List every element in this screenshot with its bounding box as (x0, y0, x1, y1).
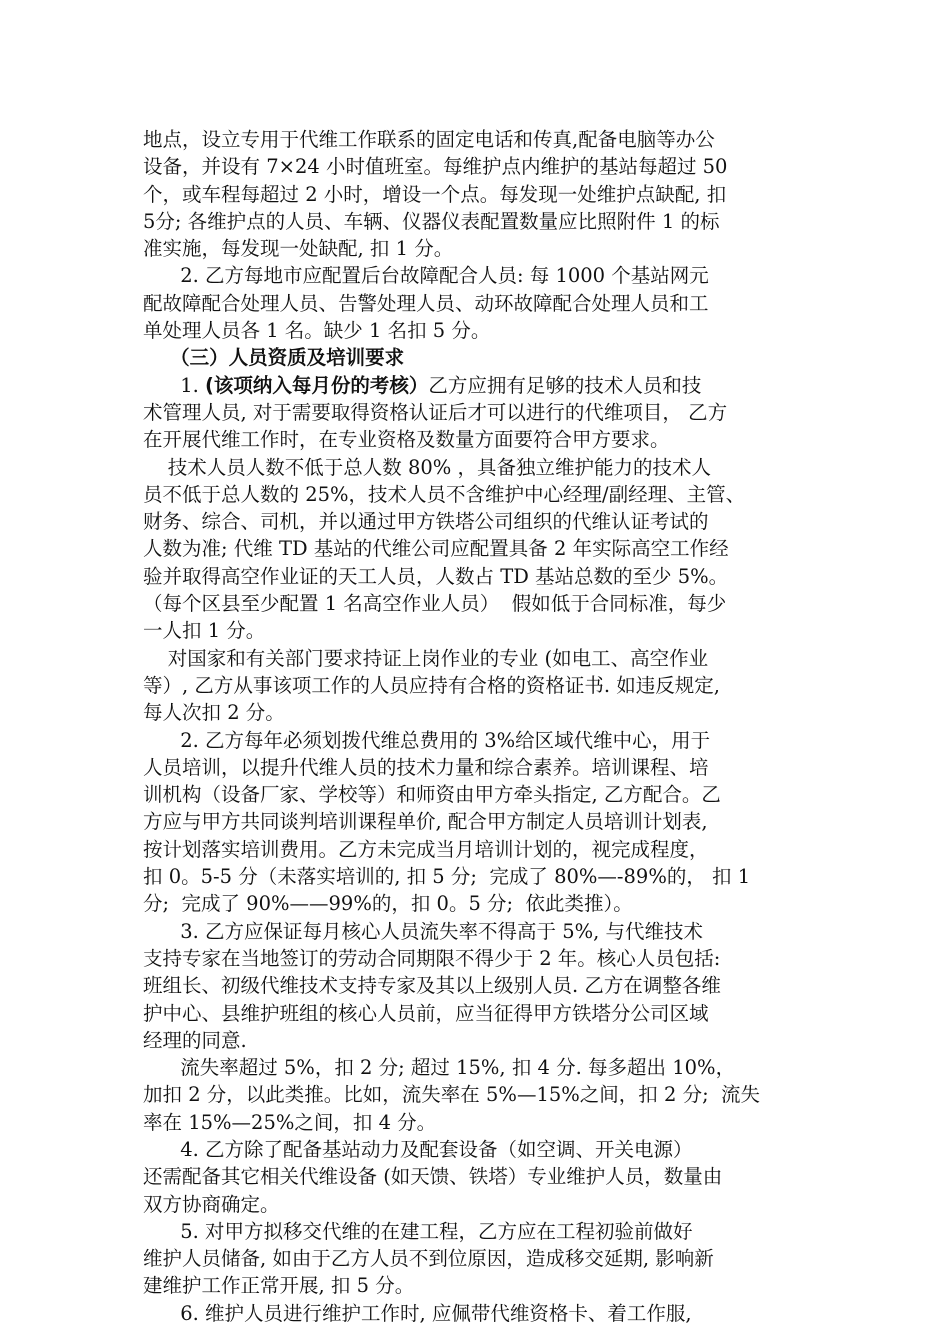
text-line (143, 372, 823, 399)
text-line: 扣 0。5-5 分（未落实培训的, 扣 5 分; 完成了 80%—-89%的， 扣 1 (143, 865, 751, 889)
text-line: 人数为准; 代维 TD 基站的代维公司应配置具备 2 年实际高空工作经 (143, 537, 729, 561)
text-line: 还需配备其它相关代维设备 (如天馈、铁塔）专业维护人员，数量由 (143, 1165, 723, 1189)
text-line: 验并取得高空作业证的天工人员，人数占 TD 基站总数的至少 5%。 (143, 564, 729, 588)
text-line: 分; 完成了 90%——99%的，扣 0。5 分; 依此类推）。 (143, 892, 633, 916)
text-line: 建维护工作正常开展, 扣 5 分。 (143, 1274, 415, 1298)
text-line: 5分; 各维护点的人员、车辆、仪器仪表配置数量应比照附件 1 的标 (143, 209, 720, 233)
text-line: 经理的同意. (143, 1028, 247, 1052)
text-line: （每个区县至少配置 1 名高空作业人员） 假如低于合同标准，每少 (143, 592, 727, 616)
text-line: 每人次扣 2 分。 (143, 701, 285, 725)
text-line: 护中心、县维护班组的核心人员前，应当征得甲方铁塔分公司区域 (143, 1001, 709, 1025)
line-text: 乙方应拥有足够的技术人员和技 (428, 373, 702, 397)
text-line: 一人扣 1 分。 (143, 619, 266, 643)
text-line: 维护人员储备, 如由于乙方人员不到位原因，造成移交延期, 影响新 (143, 1247, 714, 1271)
text-line: 地点，设立专用于代维工作联系的固定电话和传真,配备电脑等办公 (143, 128, 715, 151)
text-line: 设备，并设有 7×24 小时值班室。每维护点内维护的基站每超过 50 (143, 155, 728, 179)
text-line: 4. 乙方除了配备基站动力及配套设备（如空调、开关电源） (143, 1137, 693, 1161)
text-line: 对国家和有关部门要求持证上岗作业的专业 (如电工、高空作业 (143, 646, 709, 670)
text-line: 双方协商确定。 (143, 1192, 280, 1216)
section-heading: （三）人员资质及培训要求 (143, 346, 405, 370)
text-line: 按计划落实培训费用。乙方未完成当月培训计划的，视完成程度， (143, 837, 709, 861)
text-line: 配故障配合处理人员、告警处理人员、动环故障配合处理人员和工 (143, 291, 709, 315)
text-line: 率在 15%—25%之间，扣 4 分。 (143, 1110, 437, 1134)
document-page (143, 126, 823, 1327)
text-line: 训机构（设备厂家、学校等）和师资由甲方牵头指定, 乙方配合。乙 (143, 783, 721, 807)
text-line: 单处理人员各 1 名。缺少 1 名扣 5 分。 (143, 319, 491, 343)
text-line: 流失率超过 5%，扣 2 分; 超过 15%, 扣 4 分. 每多超出 10%， (143, 1056, 736, 1080)
text-line: 支持专家在当地签订的劳动合同期限不得少于 2 年。核心人员包括: (143, 946, 721, 970)
item-number: 1. (143, 373, 205, 397)
text-line: 加扣 2 分，以此类推。比如，流失率在 5%—15%之间，扣 2 分; 流失 (143, 1083, 761, 1107)
text-line: 财务、综合、司机，并以通过甲方铁塔公司组织的代维认证考试的 (143, 510, 709, 534)
text-line: 6. 维护人员进行维护工作时, 应佩带代维资格卡、着工作服, (143, 1301, 692, 1325)
text-line: 3. 乙方应保证每月核心人员流失率不得高于 5%, 与代维技术 (143, 919, 704, 943)
text-line: 2. 乙方每地市应配置后台故障配合人员: 每 1000 个基站网元 (143, 264, 709, 288)
text-line: 人员培训，以提升代维人员的技术力量和综合素养。培训课程、培 (143, 755, 709, 779)
text-line: 准实施，每发现一处缺配, 扣 1 分。 (143, 237, 454, 261)
text-line: 术管理人员, 对于需要取得资格认证后才可以进行的代维项目， 乙方 (143, 400, 728, 424)
text-line: 员不低于总人数的 25%，技术人员不含维护中心经理/副经理、主管、 (143, 482, 746, 506)
text-line: 班组长、初级代维技术支持专家及其以上级别人员. 乙方在调整各维 (143, 974, 721, 998)
text-line: 在开展代维工作时，在专业资格及数量方面要符合甲方要求。 (143, 428, 670, 452)
text-line: 方应与甲方共同谈判培训课程单价, 配合甲方制定人员培训计划表, (143, 810, 708, 834)
text-line: 个，或车程每超过 2 小时，增设一个点。每发现一处维护点缺配, 扣 (143, 182, 727, 206)
text-line: 技术人员人数不低于总人数 80% ，具备独立维护能力的技术人 (143, 455, 712, 479)
text-line: 5. 对甲方拟移交代维的在建工程，乙方应在工程初验前做好 (143, 1219, 693, 1243)
bold-note: (该项纳入每月份的考核） (205, 373, 429, 397)
text-line: 等）, 乙方从事该项工作的人员应持有合格的资格证书. 如违反规定, (143, 673, 720, 697)
text-line: 2. 乙方每年必须划拨代维总费用的 3%给区域代维中心，用于 (143, 728, 711, 752)
